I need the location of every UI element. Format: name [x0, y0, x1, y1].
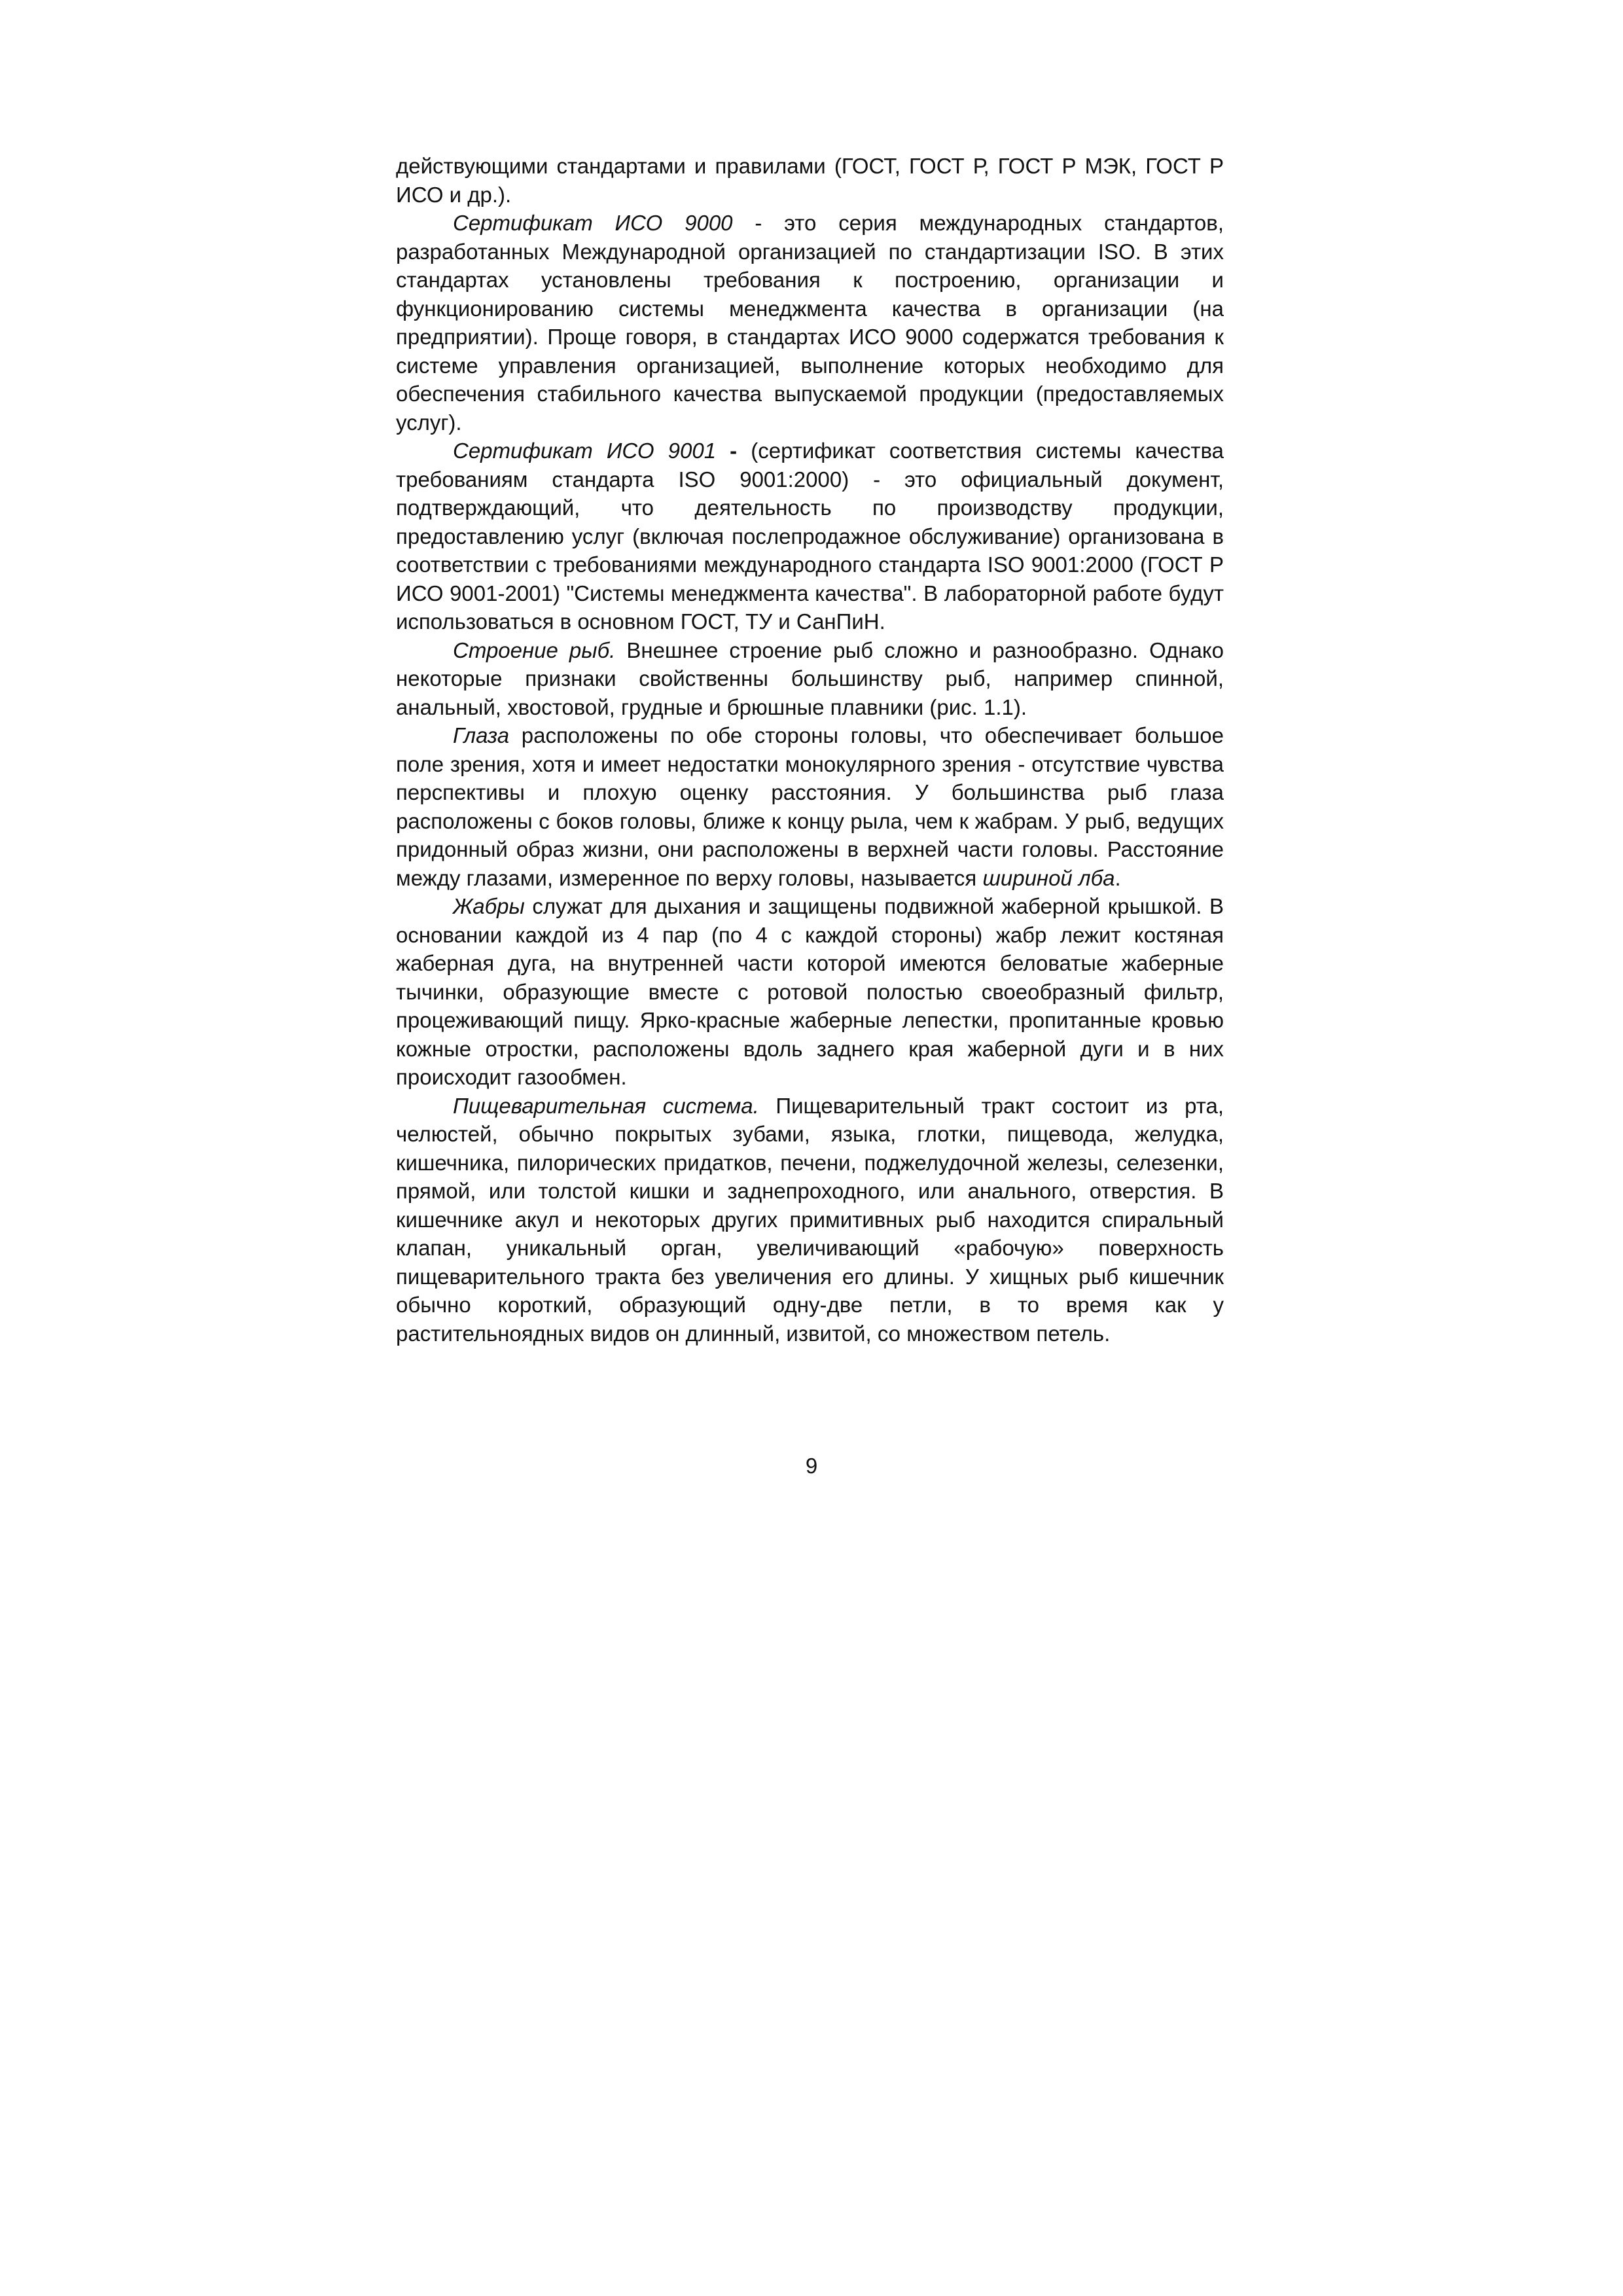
paragraph-iso-9000	[396, 209, 1224, 437]
paragraph-gills	[396, 892, 1224, 1092]
paragraph-end: .	[1115, 865, 1121, 890]
paragraph-eyes	[396, 721, 1224, 892]
term-gills: Жабры	[453, 894, 525, 918]
term-eyes: Глаза	[453, 723, 510, 747]
paragraph-text: расположены по обе стороны головы, что обеспечивает большое поле зрения, хотя и имеет недостатки монокулярного зрения - отсутствие чувства перспективы и плохую оценку расстояния. У большинства рыб глаза расположены с боков головы, ближе к концу рыла, чем к жабрам. У рыб, ведущих придонный образ жизни, они расположены в верхней части головы. Расстояние между глазами, измеренное по верху головы, называется	[396, 723, 1224, 890]
term-forehead-width: шириной лба	[982, 865, 1115, 890]
paragraph-text: Внешнее строение рыб сложно и разнообразно. Однако некоторые признаки свойственны большинству рыб, например спинной, анальный, хвостовой, грудные и брюшные плавники (рис. 1.1).	[396, 637, 1224, 719]
paragraph-text: служат для дыхания и защищены подвижной жаберной крышкой. В основании каждой из 4 пар (по 4 с каждой стороны) жабр лежит костяная жаберная дуга, на внутренней части которой имеются беловатые жаберные тычинки, образующие вместе с ротовой полостью своеобразный фильтр, процеживающий пищу. Ярко-красные жаберные лепестки, пропитанные кровью кожные отростки, расположены вдоль заднего края жаберной дуги и в них происходит газообмен.	[396, 894, 1224, 1089]
term-fish-structure: Строение рыб.	[453, 637, 616, 662]
paragraph-fish-structure	[396, 636, 1224, 722]
paragraph-text: - это серия международных стандартов, разработанных Международной организацией по стандартизации ISO. В этих стандартах установлены требования к построению, организации и функционированию системы менеджмента качества в организации (на предприятии). Проще говоря, в стандартах ИСО 9000 содержатся требования к системе управления организацией, выполнение которых необходимо для обеспечения стабильного качества выпускаемой продукции (предоставляемых услуг).	[396, 211, 1224, 435]
paragraph-digestive-system	[396, 1092, 1224, 1348]
paragraph-text: (сертификат соответствия системы качества требованиям стандарта ISO 9001:2000) - это официальный документ, подтверждающий, что деятельность по производству продукции, предоставлению услуг (включая послепродажное обслуживание) организована в соответствии с требованиями международного стандарта ISO 9001:2000 (ГОСТ Р ИСО 9001-2001) "Системы менеджмента качества". В лабораторной работе будут использоваться в основном ГОСТ, ТУ и СанПиН.	[396, 439, 1224, 634]
term-digestive-system: Пищеварительная система.	[453, 1093, 759, 1118]
bold-dash: -	[716, 439, 738, 463]
text-column	[396, 152, 1224, 1348]
paragraph-text: действующими стандартами и правилами (ГОСТ, ГОСТ Р, ГОСТ Р МЭК, ГОСТ Р ИСО и др.).	[396, 154, 1224, 207]
page-number: 9	[805, 1454, 818, 1478]
term-iso-9001: Сертификат ИСО 9001	[453, 439, 717, 463]
paragraph-standards-continued	[396, 152, 1224, 209]
paragraph-iso-9001	[396, 437, 1224, 636]
paragraph-text: Пищеварительный тракт состоит из рта, челюстей, обычно покрытых зубами, языка, глотки, пищевода, желудка, кишечника, пилорических придатков, печени, поджелудочной железы, селезенки, прямой, или толстой кишки и заднепроходного, или анального, отверстия. В кишечнике акул и некоторых других примитивных рыб находится спиральный клапан, уникальный орган, увеличивающий «рабочую» поверхность пищеварительного тракта без увеличения его длины. У хищных рыб кишечник обычно короткий, образующий одну-две петли, в то время как у растительноядных видов он длинный, извитой, со множеством петель.	[396, 1093, 1224, 1346]
term-iso-9000: Сертификат ИСО 9000	[453, 211, 733, 235]
